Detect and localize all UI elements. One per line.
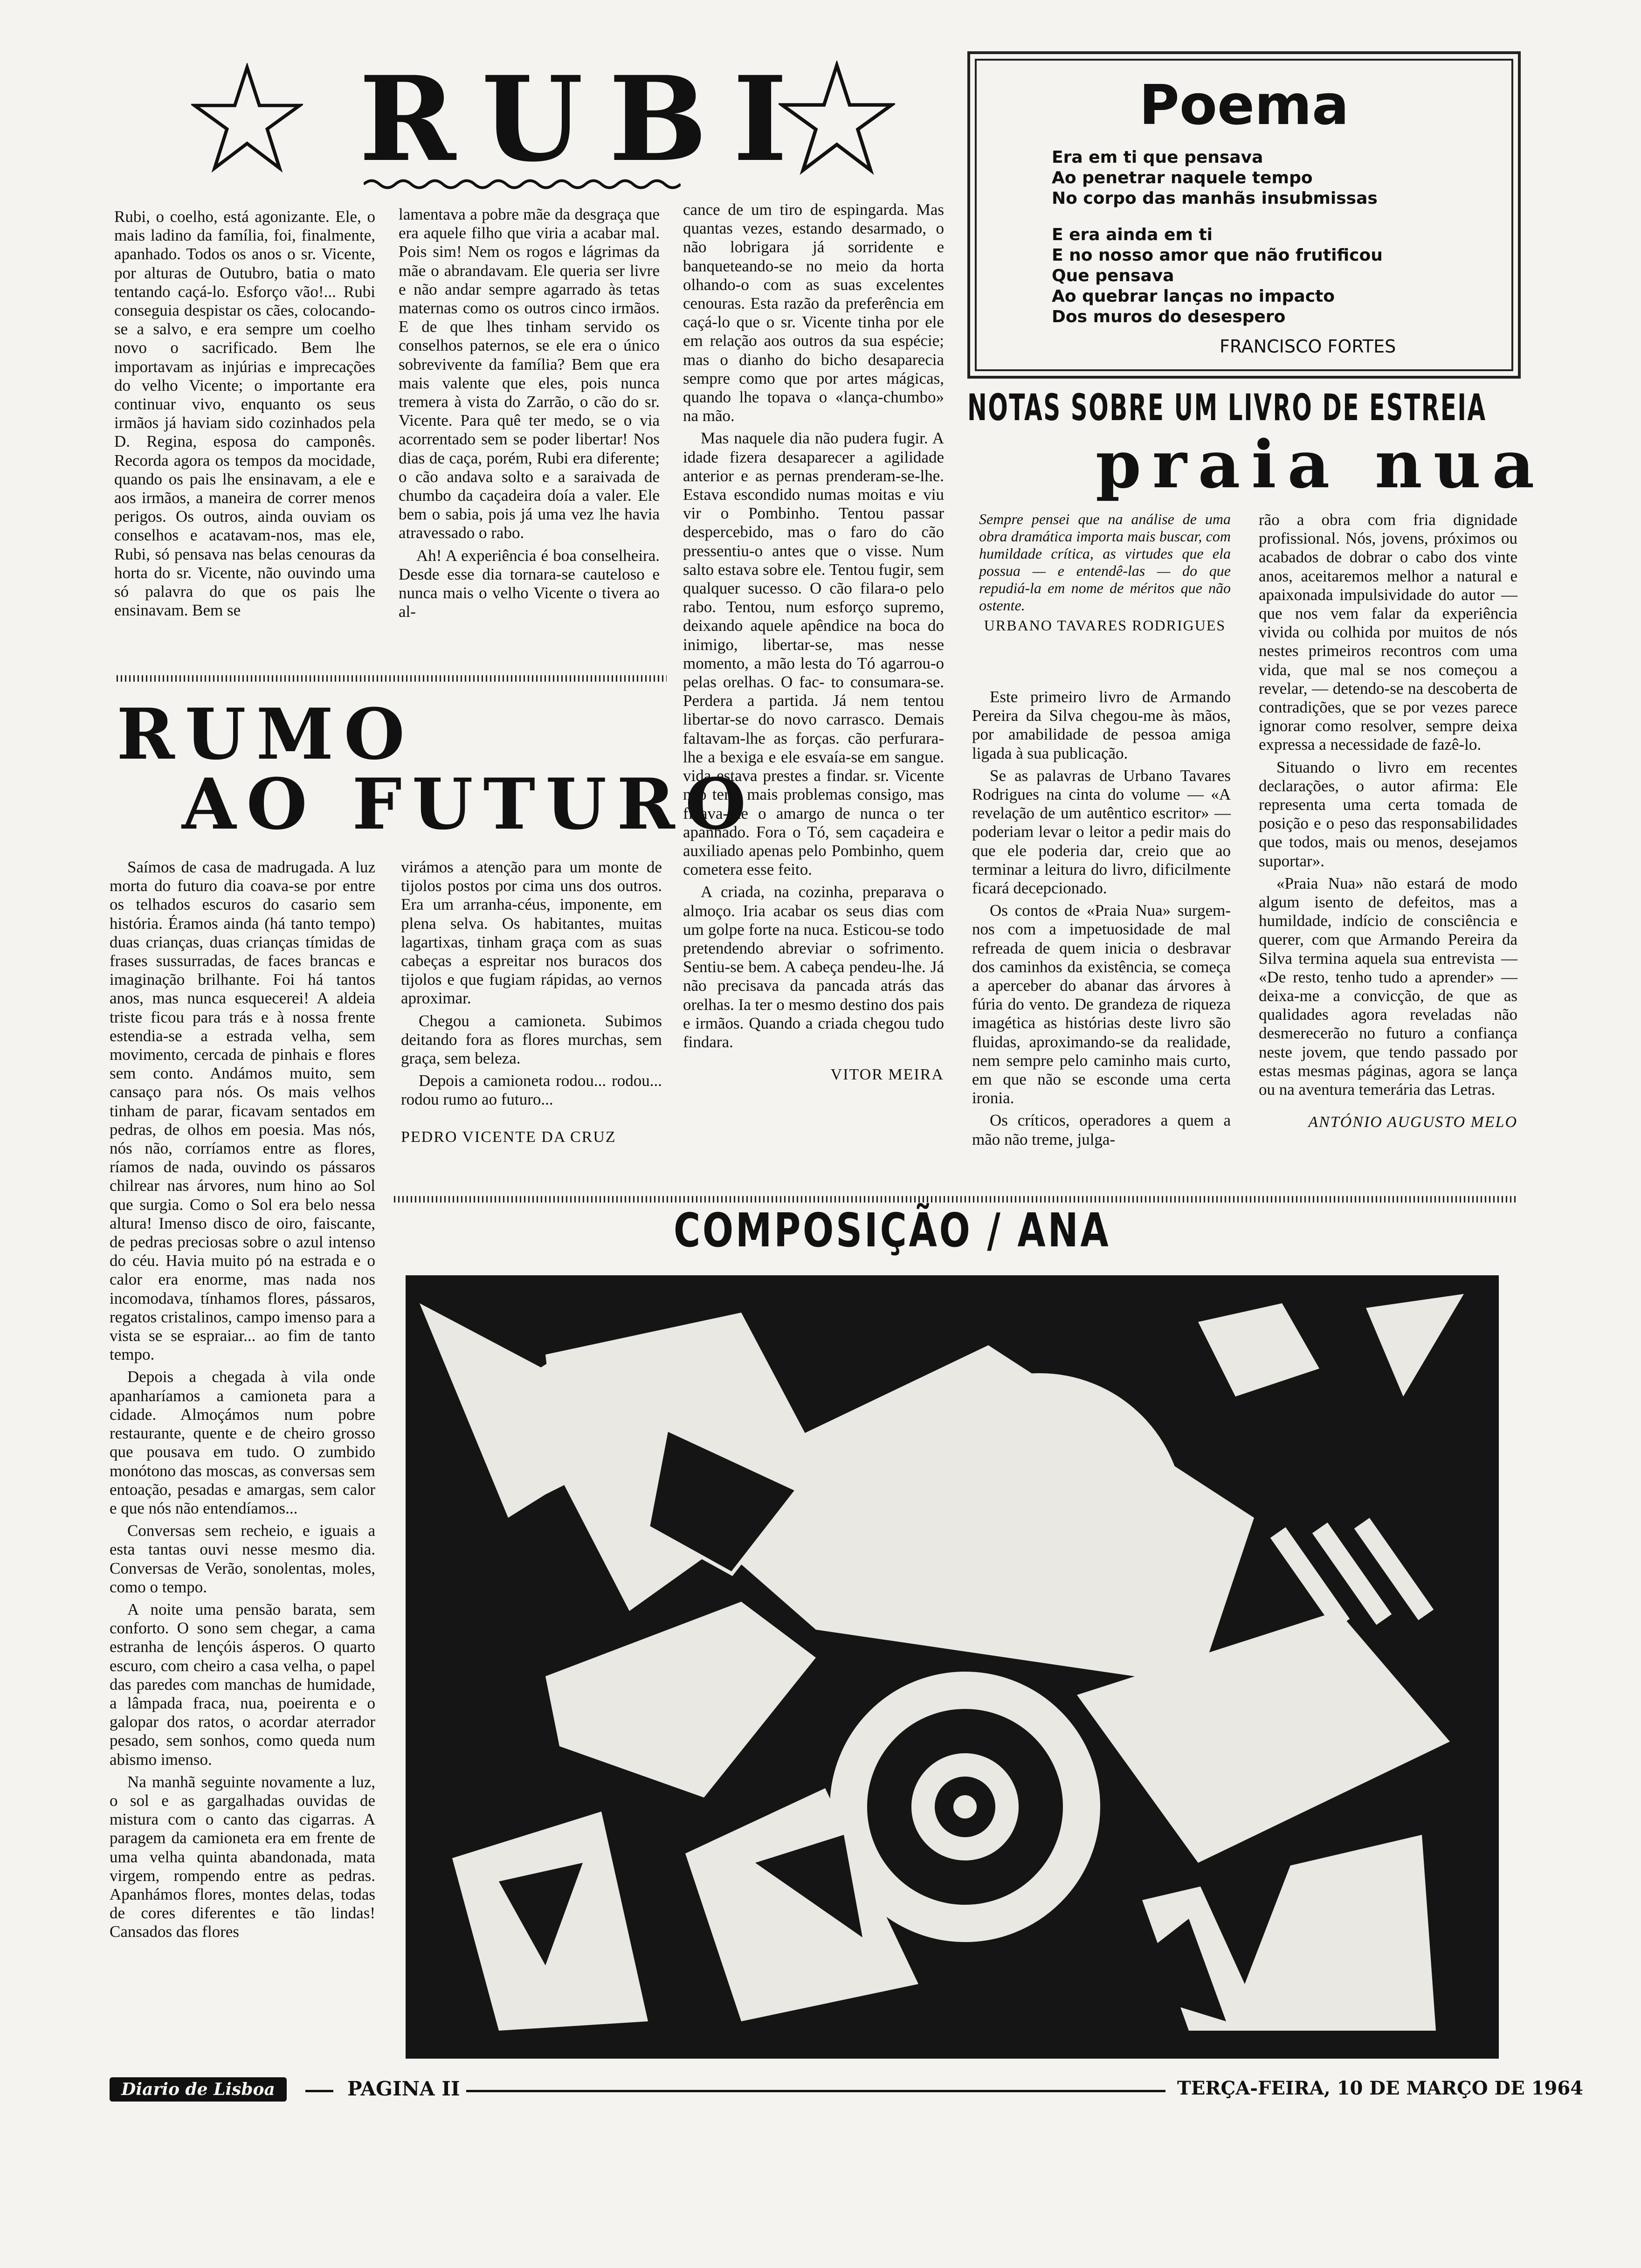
rumo-author: PEDRO VICENTE DA CRUZ — [401, 1128, 616, 1146]
rumo-title: RUMO — [117, 693, 415, 775]
rumo-text: Conversas sem recheio, e iguais a esta tantas ouvi nesse mesmo dia. Conversas de Verão, sonolentas, moles, como o tempo. — [110, 1521, 375, 1596]
footer-dash — [305, 2090, 333, 2092]
poem-lines — [1052, 147, 1383, 327]
poem-author: FRANCISCO FORTES — [1220, 336, 1396, 357]
poem-line: Ao penetrar naquele tempo — [1052, 168, 1313, 187]
rumo-title: AO FUTURO — [182, 763, 757, 845]
rumo-text: Saímos de casa de madrugada. A luz morta do futuro dia coava-se por entre os telhados escuros do casario sem história. Éramos ainda (há tanto tempo) duas crianças, duas crianças tímidas de frases sussurradas, de faces brancas e imaginação brilhante. Foi há tantos anos, mas nunca esquecerei! A aldeia triste ficou para trás e à nossa frente estendia-se a estrada velha, sem movimento, cercada de pinhais e flores sem conto. Andámos muito, sem cansaço para nós. Os mais velhos tinham de parar, ficavam sentados em pedras, de olhos em poesia. Mas nós, nós não, corríamos entre as flores, ríamos de nada, ouvindo os pássaros chilrear nas árvores, num hino ao Sol que surgia. Como o Sol era belo nessa altura! Imenso disco de oiro, faiscante, de pedras preciosas sobre o azul intenso do céu. Havia muito pó na estrada e o calor era enorme, mas nada nos incomodava, tínhamos flores, pássaros, regatos cristalinos, campo imenso para a vista se se espraiar... ao fim de tanto tempo. — [110, 858, 375, 1364]
issue-date: TERÇA-FEIRA, 10 DE MARÇO DE 1964 — [1177, 2077, 1583, 2099]
rubi-text: A criada, na cozinha, preparava o almoço. Iria acabar os seus dias com um golpe forte na nuca. Esticou-se todo pretendendo abreviar o sofrimento. Sentiu-se bem. A cabeça pendeu-lhe. Já não precisava da pancada atrás das orelhas. Ia ter o mesmo destino dos pais e irmãos. Quando a criada chegou tudo findara. — [683, 883, 944, 1051]
masthead-text: Diario de Lisboa — [121, 2080, 275, 2099]
notas-text: Situando o livro em recentes declarações, o autor afirma: Ele representa uma certa tomada de posição e o peso das responsabilidades que todos, mais ou menos, desejamos suportar». — [1259, 758, 1517, 870]
artist-signature: ANA — [1462, 1881, 1475, 1934]
rumo-text: Depois a chegada à vila onde apanharíamos a camioneta para a cidade. Almoçámos num pobre restaurante, quente e de cheiro grosso que pousava em tudo. O zumbido monótono das moscas, as conversas sem entoação, pesadas e amargas, sem calor e que nós não entendíamos... — [110, 1368, 375, 1517]
composicao-title: COMPOSIÇÃO / ANA — [674, 1203, 1111, 1258]
poem-line: E era ainda em ti — [1052, 225, 1213, 244]
rubi-column-2 — [399, 205, 660, 625]
rubi-title: RUBI — [359, 50, 814, 187]
poem-line: Que pensava — [1052, 266, 1174, 285]
rubi-text: Rubi, o coelho, está agonizante. Ele, o mais ladino da família, foi, finalmente, apanhado. Todos os anos o sr. Vicente, por alturas de Outubro, batia o mato tentando caçá-lo. Esforço vão!... Rubi conseguia despistar os cães, colocando-se a salvo, e era sempre um coelho novo o sacrificado. Bem lhe importavam as injúrias e imprecações do velho Vicente; o importante era continuar vivo, enquanto os seus irmãos já haviam sido cozinhados pela D. Regina, esposa do camponês. Recorda agora os tempos da mocidade, quando os pais lhe ensinavam, a ele e aos irmãos, a maneira de correr menos perigos. Os outros, ainda ouviam os conselhos e acatavam-nos, mas ele, Rubi, só pensava nas belas cenouras da horta do sr. Vicente, não ouvindo uma só palavra do que os pais lhe ensinavam. Bem se — [114, 207, 375, 620]
rumo-text: Depois a camioneta rodou... rodou... rodou rumo ao futuro... — [401, 1072, 662, 1109]
rubi-text: cance de um tiro de espingarda. Mas quantas vezes, estando desarmado, o não lobrigara já sorridente e banqueteando-se no meio da horta olhando-o com as suas excelentes cenouras. Esta razão da preferência em caçá-lo que o sr. Vicente tinha por ele em relação aos outros da sua espécie; mas o dianho do bicho desaparecia sempre como que por artes mágicas, quando lhe topava o «lança-chumbo» na mão. — [683, 201, 944, 425]
rubi-column-1 — [114, 207, 375, 623]
rubi-author: VITOR MEIRA — [830, 1066, 944, 1084]
notas-title: praia nua — [1096, 427, 1546, 503]
wave-underline — [364, 177, 681, 191]
star-left-icon — [191, 63, 303, 175]
divider — [394, 1196, 1517, 1203]
poem-line: No corpo das manhãs insubmissas — [1052, 189, 1378, 208]
rumo-text: virámos a atenção para um monte de tijolos postos por cima uns dos outros. Era um arranha-céus, imponente, em plena selva. Os habitantes, muitas lagartixas, tinham graça com as suas cabeças a espreitar nos buracos dos tijolos e que fugiam rápidas, ao vernos aproximar. — [401, 858, 662, 1008]
masthead-logo — [110, 2077, 287, 2102]
poem-box — [967, 51, 1521, 379]
notas-text: Se as palavras de Urbano Tavares Rodrigues na cinta do volume — «A revelação de um autêntico escritor» — poderiam levar o leitor a pedir mais do que ele poderia dar, creio que ao terminar a leitura do livro, dificilmente ficará decepcionado. — [972, 766, 1231, 898]
notas-epigraph-author: URBANO TAVARES RODRIGUES — [984, 617, 1226, 634]
rumo-text: Chegou a camioneta. Subimos deitando fora as flores murchas, sem graça, sem beleza. — [401, 1011, 662, 1068]
notas-text: Os críticos, operadores a quem a mão não treme, julga- — [972, 1111, 1231, 1148]
poem-line: Ao quebrar lanças no impacto — [1052, 287, 1335, 306]
notas-epigraph: Sempre pensei que na análise de uma obra dramática importa mais buscar, com humildade crítica, as virtudes que ela possua — e entendê-las — do que repudiá-la em nome de méritos que não ostente. — [979, 511, 1231, 614]
notas-text: rão a obra com fria dignidade profissional. Nós, jovens, próximos ou acabados de dobrar o cabo dos vinte anos, aceitaremos melhor a natural e apaixonada impulsividade do autor — que nos vem falar da experiência vivida ou colhida por muitos de nós nestes primeiros recontros com uma vida, que mal se nos começou a revelar, — detendo-se na descoberta de contradições, que se por vezes parece ignorar como resolver, sempre deixa expressa a necessidade de fazê-lo. — [1259, 511, 1517, 754]
poem-line: Era em ti que pensava — [1052, 148, 1263, 167]
rubi-text: lamentava a pobre mãe da desgraça que era aquele filho que viria a acabar mal. Pois sim! Nem os rogos e lágrimas da mãe o abrandavam. Ele queria ser livre e não andar sempre agarrado às tetas maternas como os outros cinco irmãos. E de que lhes tinham servido os conselhos paternos, se ele era o único sobrevivente da família? Bem que era mais valente que eles, pois nunca tremera à vista do Zarrão, o cão do sr. Vicente. Para quê ter medo, se o via acorrentado sem se poder libertar! Nos dias de caça, porém, Rubi era diferente; o cão andava solto e a saraivada de chumbo da caçadeira doía a valer. Ele bem o sabia, pois já uma vez lhe havia atravessado o rabo. — [399, 205, 660, 542]
notas-kicker: NOTAS SOBRE UM LIVRO DE ESTREIA — [967, 387, 1487, 429]
rumo-text: Na manhã seguinte novamente a luz, o sol e as gargalhadas ouvidas de mistura com o canto das cigarras. A paragem da camioneta era em frente de uma velha quinta abandonada, mata virgem, rompendo entre as pedras. Apanhámos flores, montes delas, todas de cores diferentes e tão lindas! Cansados das flores — [110, 1772, 375, 1941]
rumo-column-1 — [110, 858, 375, 1945]
page-number: PAGINA II — [347, 2077, 460, 2100]
notas-column-2 — [1259, 511, 1517, 1132]
poem-line: E no nosso amor que não frutificou — [1052, 246, 1383, 265]
notas-text: «Praia Nua» não estará de modo algum isento de defeitos, mas a humildade, indício de consciência e querer, com que Armando Pereira da Silva termina aquela sua entrevista — «De resto, tenho tudo a aprender» — deixa-me a convicção, de que as qualidades agora reveladas não desmerecerão no futuro a confiança neste jovem, que tendo passado por estas mesmas páginas, agora se lança ou na aventura temerária das Letras. — [1259, 874, 1517, 1099]
footer-rule — [466, 2090, 1165, 2092]
poem-line: Dos muros do desespero — [1052, 307, 1286, 326]
poem-line — [1052, 209, 1383, 225]
rubi-text: Ah! A experiência é boa conselheira. Desde esse dia tornara-se cauteloso e nunca mais o velho Vicente o tivera ao al- — [399, 546, 660, 621]
rubi-text: Mas naquele dia não pudera fugir. A idade fizera desaparecer a agilidade anterior e as pernas prenderam-se-lhe. Estava escondido numas moitas e viu vir o Pombinho. Tentou passar despercebido, mas o faro do cão pressentiu-o antes que o visse. Num salto estava sobre ele. Tentou fugir, sem qualquer sucesso. O cão filara-o pelo rabo. Tentou, num esforço supremo, deixando aquele apêndice na boca do inimigo, libertar-se, mas nesse momento, a mão lesta do Tó agarrou-o pelas orelhas. O fac- to consumara-se. Perdera a partida. Já nem tentou libertar-se do novo carrasco. Demais faltavam-lhe as forças. cão perfurara-lhe a bexiga e ele esvaía-se em sangue. vida estava prestes a findar. sr. Vicente não teria mais problemas consigo, mas ficava-lhe o amargo de nunca o ter apanhado. Fora o Tó, sem caçadeira e auxiliado apenas pelo Pombinho, quem cometera esse feito. — [683, 429, 944, 879]
notas-text: Este primeiro livro de Armando Pereira da Silva chegou-me às mãos, por amabilidade de pessoa amiga ligada à sua publicação. — [972, 688, 1231, 762]
rumo-column-2 — [401, 858, 662, 1147]
rumo-text: A noite uma pensão barata, sem conforto. O sono sem chegar, a cama estranha de lençóis ásperos. O quarto escuro, com cheiro a casa velha, o papel das paredes com manchas de humidade, a lâmpada fraca, nua, poeirenta e o galopar dos ratos, o acordar aterrador pesado, sem sonhos, como queda num abismo imenso. — [110, 1600, 375, 1769]
artwork-composicao — [406, 1275, 1499, 2059]
divider — [117, 675, 667, 682]
notas-author: ANTÓNIO AUGUSTO MELO — [1308, 1113, 1517, 1131]
notas-epigraph-block — [979, 511, 1231, 634]
notas-text: Os contos de «Praia Nua» surgem-nos com a impetuosidade de mal refreada de quem inicia o desbravar dos caminhos da existência, se começa a aperceber do abanar das árvores à fúria do vento. De grandeza de riqueza imagética as histórias deste livro são fluidas, aproximando-se da realidade, nem sempre pelo caminho mais curto, em que não se esconde uma certa ironia. — [972, 901, 1231, 1107]
star-right-icon — [779, 61, 895, 177]
poem-title: Poema — [1139, 73, 1349, 137]
rubi-column-3 — [683, 201, 944, 1084]
notas-column-1 — [972, 688, 1231, 1153]
